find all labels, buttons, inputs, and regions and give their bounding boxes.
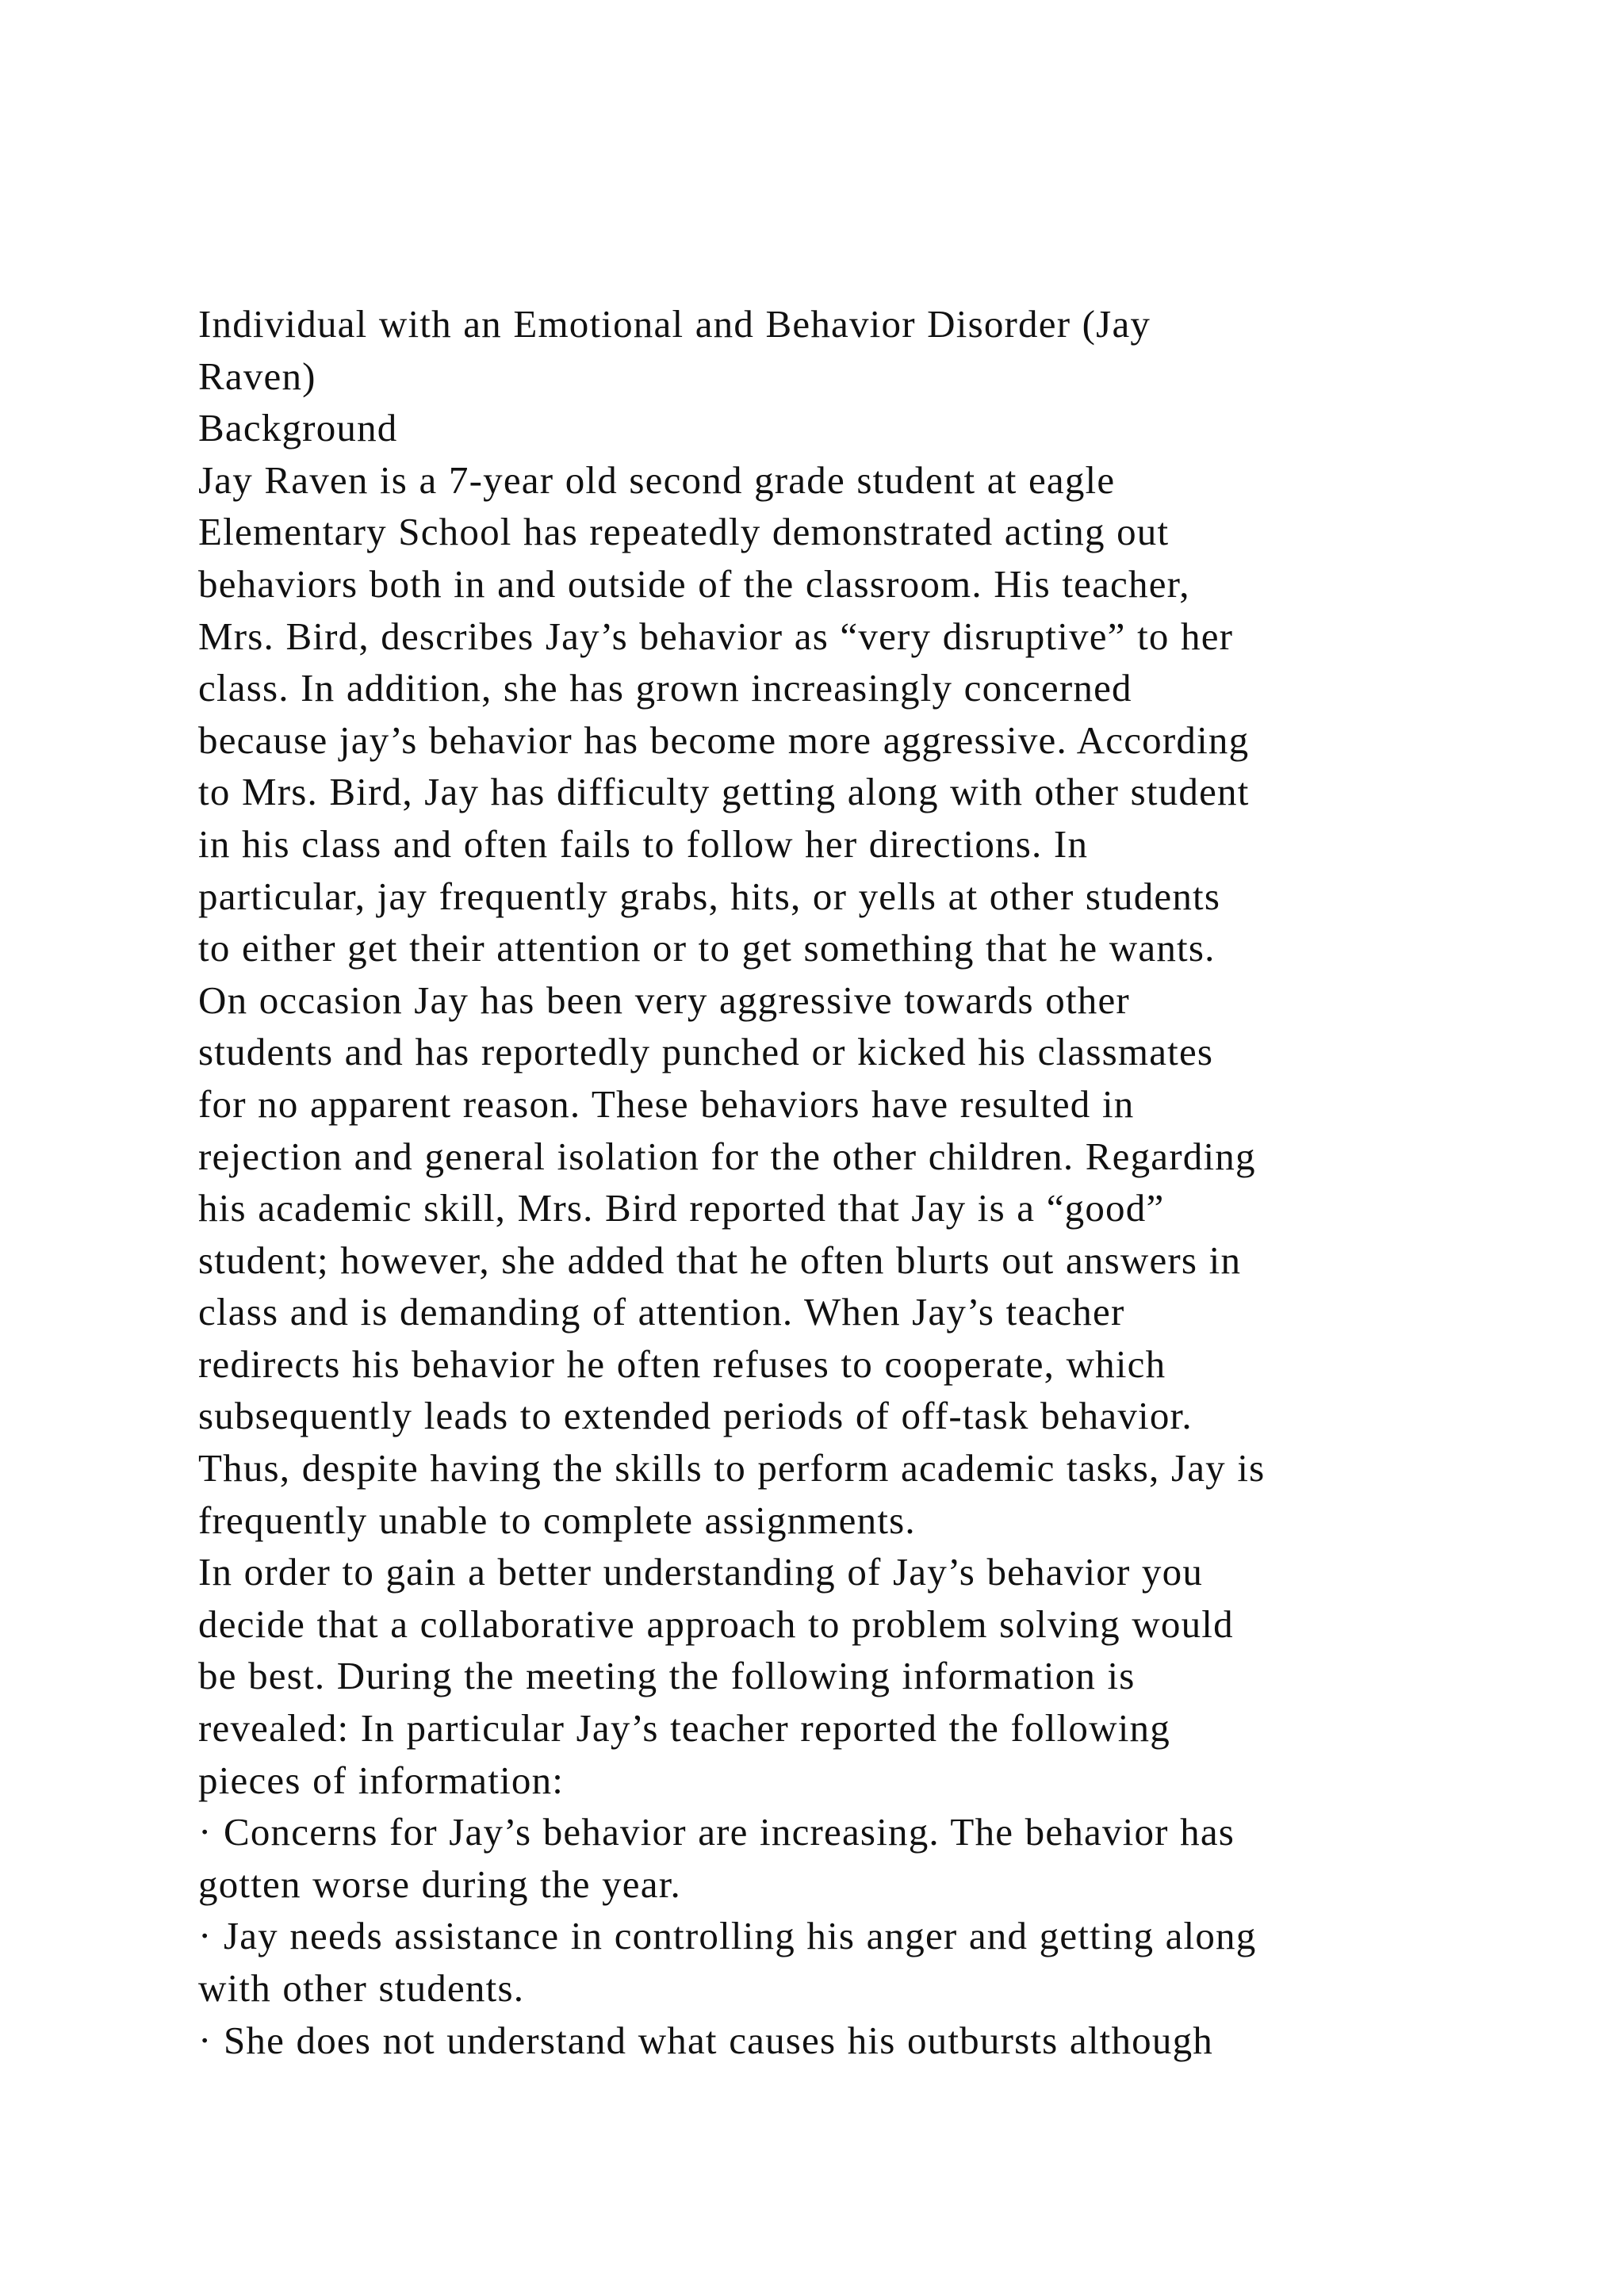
text-line: Mrs. Bird, describes Jay’s behavior as “very disruptive” to her xyxy=(198,614,1234,658)
text-line: pieces of information: xyxy=(198,1758,565,1802)
bullet-item-line: gotten worse during the year. xyxy=(198,1862,681,1906)
text-line: student; however, she added that he often blurts out answers in xyxy=(198,1238,1242,1282)
document-title-line-1: Individual with an Emotional and Behavior Disorder (Jay xyxy=(198,302,1151,346)
text-line: to Mrs. Bird, Jay has difficulty getting along with other student xyxy=(198,770,1250,814)
text-line: Thus, despite having the skills to perform academic tasks, Jay is xyxy=(198,1446,1266,1490)
document-body xyxy=(198,298,1451,2066)
text-line: Elementary School has repeatedly demonstrated acting out xyxy=(198,510,1170,554)
bullet-item-line: · She does not understand what causes his outbursts although xyxy=(198,2018,1213,2062)
bullet-item-line: · Concerns for Jay’s behavior are increasing. The behavior has xyxy=(198,1810,1235,1854)
bullet-item-line: · Jay needs assistance in controlling his anger and getting along xyxy=(198,1914,1257,1958)
text-line: behaviors both in and outside of the classroom. His teacher, xyxy=(198,561,1190,606)
text-line: In order to gain a better understanding of Jay’s behavior you xyxy=(198,1550,1204,1594)
text-line: class and is demanding of attention. When Jay’s teacher xyxy=(198,1290,1125,1334)
text-line: redirects his behavior he often refuses to cooperate, which xyxy=(198,1341,1166,1386)
text-line: frequently unable to complete assignments. xyxy=(198,1498,916,1542)
text-line: his academic skill, Mrs. Bird reported that Jay is a “good” xyxy=(198,1186,1165,1230)
text-line: revealed: In particular Jay’s teacher reported the following xyxy=(198,1706,1170,1751)
text-line: for no apparent reason. These behaviors have resulted in xyxy=(198,1081,1135,1126)
text-line: because jay’s behavior has become more aggressive. According xyxy=(198,718,1250,762)
text-line: particular, jay frequently grabs, hits, or yells at other students xyxy=(198,874,1221,918)
text-line: to either get their attention or to get something that he wants. xyxy=(198,926,1216,970)
text-line: subsequently leads to extended periods of off-task behavior. xyxy=(198,1394,1193,1438)
text-line: be best. During the meeting the following information is xyxy=(198,1654,1136,1698)
text-line: Jay Raven is a 7-year old second grade student at eagle xyxy=(198,457,1116,502)
text-line: decide that a collaborative approach to problem solving would xyxy=(198,1601,1234,1646)
bullet-item-line: with other students. xyxy=(198,1966,525,2010)
text-line: On occasion Jay has been very aggressive towards other xyxy=(198,978,1130,1022)
text-line: class. In addition, she has grown increasingly concerned xyxy=(198,666,1132,710)
text-line: in his class and often fails to follow her directions. In xyxy=(198,821,1089,866)
text-line: students and has reportedly punched or kicked his classmates xyxy=(198,1030,1214,1074)
document-title-line-2: Raven) xyxy=(198,354,316,398)
section-heading-background: Background xyxy=(198,406,398,450)
text-line: rejection and general isolation for the other children. Regarding xyxy=(198,1134,1256,1178)
